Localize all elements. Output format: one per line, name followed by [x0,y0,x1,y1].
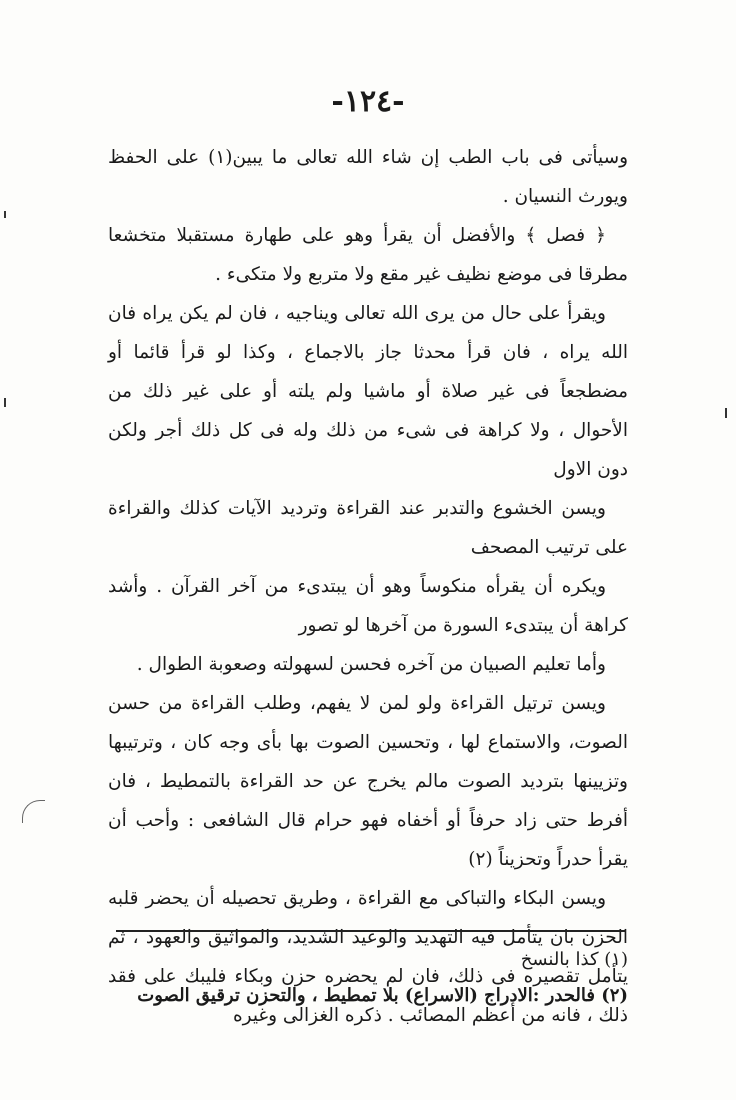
paragraph-1: وسيأتى فى باب الطب إن شاء الله تعالى ما يبين(١) على الحفظ ويورث النسيان . [108,147,629,207]
body-text [108,138,628,1035]
paragraph-7: ويسن ترتيل القراءة ولو لمن لا يفهم، وطلب القراءة من حسن الصوت، والاستماع لها ، وتحسين الصوت بها بأى وجه كان ، وترتيبها وتزيينها بترديد الصوت مالم يخرج عن حد القراءة بالتمطيط ، فان أفرط حتى زاد حرفاً أو أخفاه فهو حرام قال الشافعى : وأحب أن يقرأ حدراً وتحزيناً (٢) [108,693,628,870]
footnote-2: (٢) فالحدر :الادراج (الاسراع) بلا تمطيط ، والتحزن ترقيق الصوت [137,985,628,1006]
margin-mark [4,211,6,218]
paragraph-4: ويسن الخشوع والتدبر عند القراءة وترديد الآيات كذلك والقراءة على ترتيب المصحف [108,498,628,558]
paragraph-5: ويكره أن يقرأه منكوساً وهو أن يبتدىء من آخر القرآن . وأشد كراهة أن يبتدىء السورة من آخرها لو تصور [108,576,628,636]
paragraph-8: ويسن البكاء والتباكى مع القراءة ، وطريق تحصيله أن يحضر قلبه الحزن بان يتأمل فيه التهديد والوعيد الشديد، والمواثيق والعهود ، ثم يتأمل تقصيره فى ذلك، فان لم يحضره حزن وبكاء فليبك على فقد ذلك ، فانه من أعظم المصائب . ذكره الغزالى وغيره [108,888,628,1026]
margin-stroke [22,800,45,823]
footnote-1: (١) كذا بالنسخ [520,949,628,970]
paragraph-2: ﴿ فصل ﴾ والأفضل أن يقرأ وهو على طهارة مستقبلا متخشعا مطرقا فى موضع نظيف غير مقع ولا متربع ولا متكىء . [108,225,628,285]
footnotes [108,942,628,1014]
page-number: -١٢٤- [331,84,405,119]
margin-mark [725,408,727,418]
paragraph-3: ويقرأ على حال من يرى الله تعالى ويناجيه ، فان لم يكن يراه فان الله يراه ، فان قرأ محدثا جاز بالاجماع ، وكذا لو قرأ قائما أو مضطجعاً فى غير صلاة أو ماشيا ولم يلته أو على غير ذلك من الأحوال ، ولا كراهة فى شىء من ذلك وله فى كل ذلك أجر ولكن دون الاول [108,303,628,480]
footnote-divider [116,930,626,932]
paragraph-6: وأما تعليم الصبيان من آخره فحسن لسهولته وصعوبة الطوال . [136,654,606,675]
margin-mark [4,398,6,407]
